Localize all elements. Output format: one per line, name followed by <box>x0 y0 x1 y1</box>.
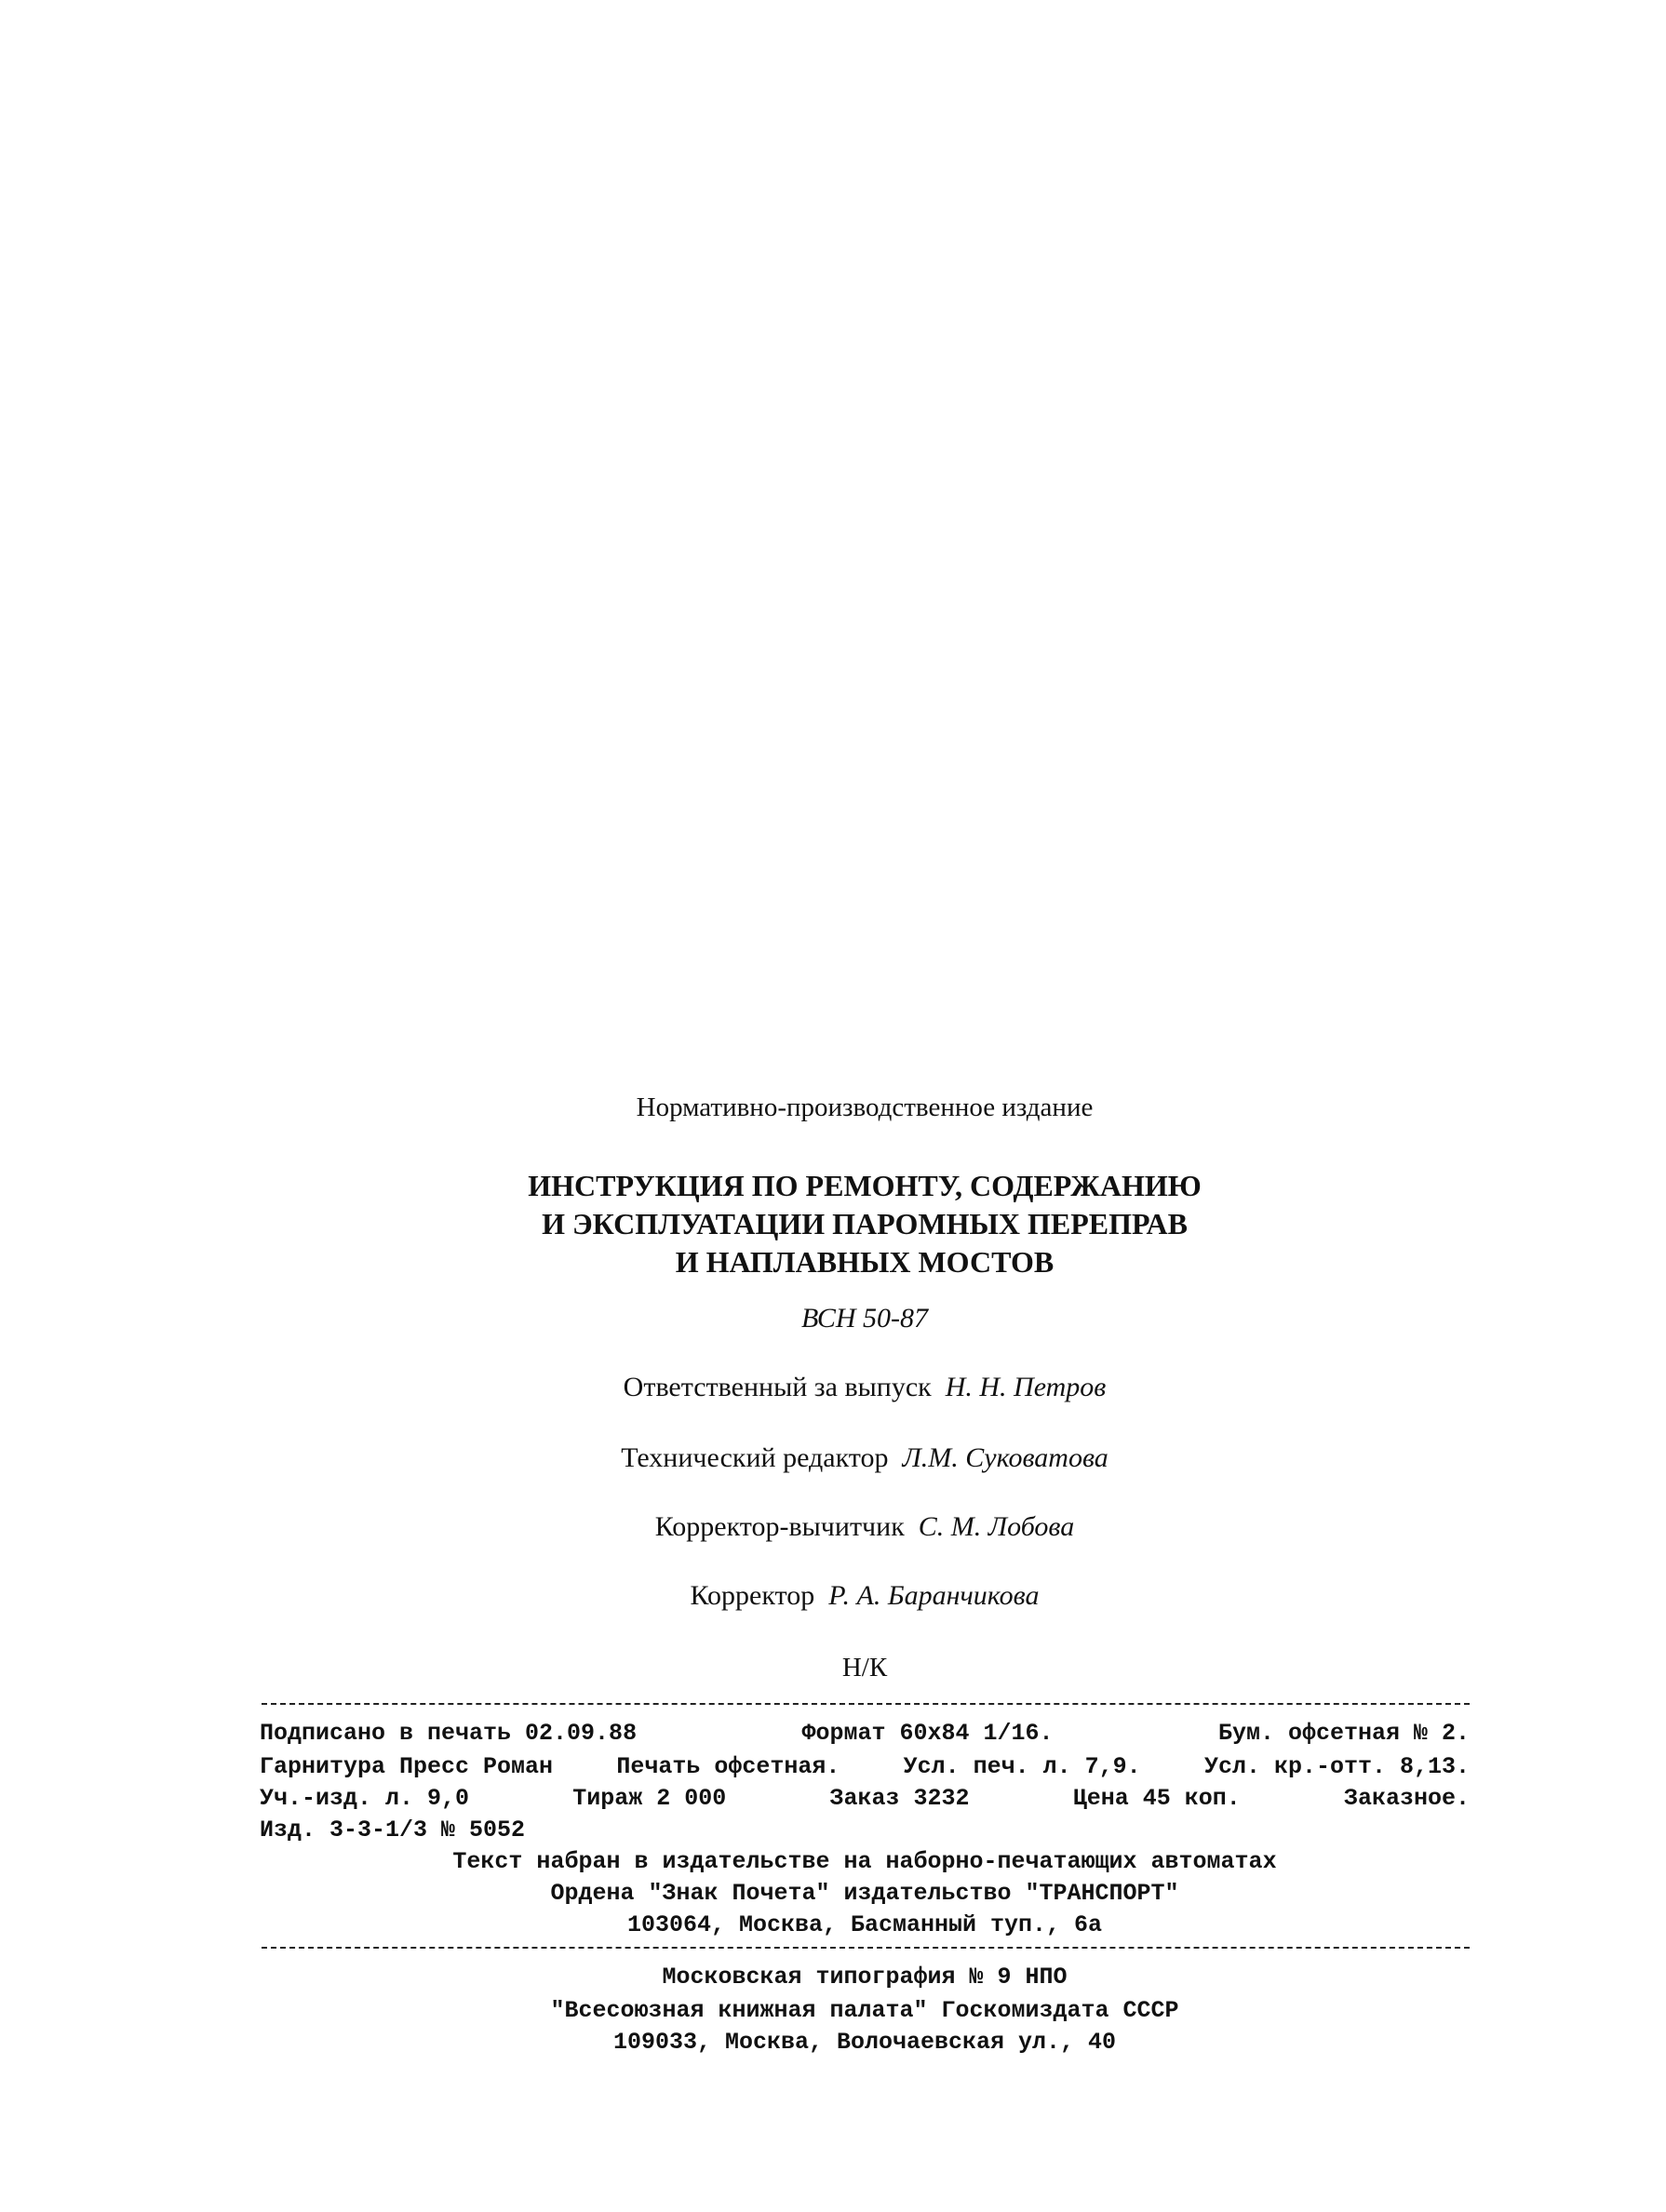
typeset-line-3: 103064, Москва, Басманный туп., 6а <box>626 1911 1103 1938</box>
printer-line-1: Московская типография № 9 НПО <box>662 1964 1068 1991</box>
imprint-row <box>260 1817 1470 1846</box>
imprint-cell: Усл. печ. л. 7,9. <box>903 1753 1141 1780</box>
title-line-1: ИНСТРУКЦИЯ ПО РЕМОНТУ, СОДЕРЖАНИЮ <box>528 1169 1202 1202</box>
credit-name: Л.М. Суковатова <box>902 1442 1108 1473</box>
typeset-line-2: Ордена "Знак Почета" издательство "ТРАНСПОРТ" <box>550 1880 1179 1907</box>
title-line-3: И НАПЛАВНЫХ МОСТОВ <box>675 1245 1055 1279</box>
imprint-cell: Бум. офсетная № 2. <box>1217 1720 1470 1747</box>
nk-mark: Н/К <box>841 1653 888 1682</box>
typeset-line-1: Текст набран в издательстве на наборно-печатающих автоматах <box>452 1848 1277 1875</box>
imprint-cell: Цена 45 коп. <box>1072 1785 1241 1812</box>
imprint-cell: Гарнитура Пресс Роман <box>260 1753 554 1780</box>
imprint-cell: Печать офсетная. <box>616 1753 840 1780</box>
dashed-divider-bottom <box>262 1947 1470 1949</box>
imprint-cell: Изд. 3-3-1/3 № 5052 <box>260 1817 526 1843</box>
edition-type: Нормативно-производственное издание <box>636 1093 1094 1122</box>
credit-name: Н. Н. Петров <box>945 1372 1107 1402</box>
title-line-2: И ЭКСПЛУАТАЦИИ ПАРОМНЫХ ПЕРЕПРАВ <box>542 1207 1188 1240</box>
document-code: ВСН 50-87 <box>800 1303 929 1334</box>
imprint-cell: Тираж 2 000 <box>572 1785 727 1812</box>
credit-proofreader-checker <box>259 1511 1471 1543</box>
document-title <box>259 1167 1471 1281</box>
imprint-cell: Заказ 3232 <box>829 1785 970 1812</box>
imprint-cell: Усл. кр.-отт. 8,13. <box>1203 1753 1470 1780</box>
imprint-cell: Формат 60х84 1/16. <box>801 1720 1054 1747</box>
imprint-row <box>260 1720 1470 1749</box>
credit-role: Ответственный за выпуск <box>623 1372 932 1402</box>
credit-role: Технический редактор <box>621 1442 889 1473</box>
credit-responsible <box>259 1372 1471 1403</box>
credit-name: С. М. Лобова <box>918 1511 1075 1542</box>
dashed-divider-top <box>262 1703 1470 1705</box>
imprint-row <box>260 1785 1470 1815</box>
imprint-cell: Заказное. <box>1343 1785 1470 1812</box>
credit-technical-editor <box>259 1442 1471 1474</box>
credit-role: Корректор <box>690 1580 815 1611</box>
printer-line-2: "Всесоюзная книжная палата" Госкомиздата СССР <box>550 1997 1179 2024</box>
imprint-cell: Уч.-изд. л. 9,0 <box>260 1785 470 1812</box>
credit-proofreader <box>259 1580 1471 1612</box>
imprint-cell: Подписано в печать 02.09.88 <box>260 1720 638 1747</box>
printer-line-3: 109033, Москва, Волочаевская ул., 40 <box>612 2029 1117 2056</box>
credit-role: Корректор-вычитчик <box>654 1511 905 1542</box>
imprint-row <box>260 1753 1470 1783</box>
credit-name: Р. А. Баранчикова <box>828 1580 1040 1611</box>
